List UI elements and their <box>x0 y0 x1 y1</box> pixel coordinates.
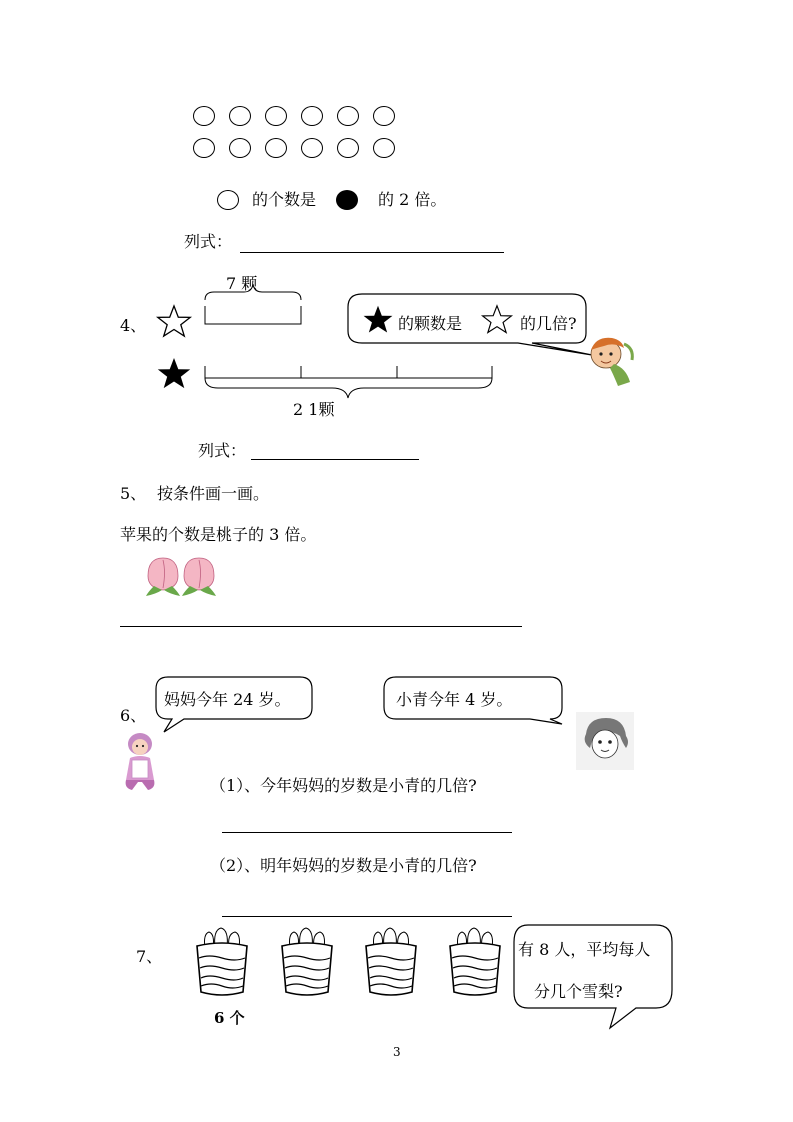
filled-star-icon <box>155 356 193 392</box>
q4-number: 4、 <box>120 316 147 335</box>
circle <box>265 106 287 126</box>
girl-cartoon-icon <box>576 712 634 770</box>
q6-number: 6、 <box>120 706 147 725</box>
circle <box>337 138 359 158</box>
girl-bubble-text: 小青今年 4 岁。 <box>396 690 513 709</box>
mom-cartoon-icon <box>120 730 162 792</box>
q4-bubble-mid: 的颗数是 <box>398 314 463 333</box>
q6-sub1: （1）、今年妈妈的岁数是小青的几倍? <box>210 776 477 795</box>
q5-drawing-line[interactable] <box>120 626 522 627</box>
q7-bubble-line2: 分几个雪梨? <box>534 982 623 1001</box>
pear-basket-icon <box>276 926 338 998</box>
q5-instruction: 按条件画一画。 <box>157 484 270 503</box>
q4-answer-line[interactable] <box>251 459 419 460</box>
q4-bubble-end: 的几倍? <box>520 314 577 333</box>
top-brace <box>204 288 302 328</box>
q6-sub2: （2）、明年妈妈的岁数是小青的几倍? <box>210 856 477 875</box>
q4-top-label: 7 颗 <box>226 274 258 293</box>
circle <box>301 138 323 158</box>
mom-bubble-text: 妈妈今年 24 岁。 <box>164 690 291 709</box>
q3-sentence-mid: 的个数是 <box>252 190 317 209</box>
hollow-circle-icon <box>217 190 239 210</box>
circle <box>301 106 323 126</box>
q6-answer-line-1[interactable] <box>222 832 512 833</box>
hollow-star-icon <box>480 304 514 336</box>
circle <box>373 138 395 158</box>
q3-answer-line[interactable] <box>240 252 504 253</box>
boy-cartoon-icon <box>584 334 638 390</box>
q7-bubble-line1: 有 8 人，平均每人 <box>518 940 651 959</box>
circle <box>229 138 251 158</box>
q4-bottom-label: 2 1颗 <box>293 400 335 419</box>
pear-basket-icon <box>444 926 506 998</box>
pear-basket-icon <box>360 926 422 998</box>
q6-answer-line-2[interactable] <box>222 916 512 917</box>
circle <box>193 138 215 158</box>
peach-icon <box>144 552 182 598</box>
circle <box>265 138 287 158</box>
circle <box>229 106 251 126</box>
q4-formula-label: 列式： <box>198 441 247 460</box>
bottom-segments <box>204 364 494 414</box>
q5-condition: 苹果的个数是桃子的 3 倍。 <box>120 525 317 544</box>
circle <box>193 106 215 126</box>
circle <box>373 106 395 126</box>
q7-number: 7、 <box>136 947 163 966</box>
hollow-star-icon <box>155 304 193 340</box>
q3-sentence-end: 的 2 倍。 <box>378 190 447 209</box>
q5-number: 5、 <box>120 484 147 503</box>
filled-circle-icon <box>336 190 358 210</box>
q7-basket-label: 6 个 <box>214 1009 245 1027</box>
q3-formula-label: 列式： <box>184 232 233 251</box>
circle <box>337 106 359 126</box>
page-number: 3 <box>393 1045 401 1059</box>
filled-star-icon <box>361 304 395 336</box>
pear-basket-icon <box>191 926 253 998</box>
peach-icon <box>180 552 218 598</box>
